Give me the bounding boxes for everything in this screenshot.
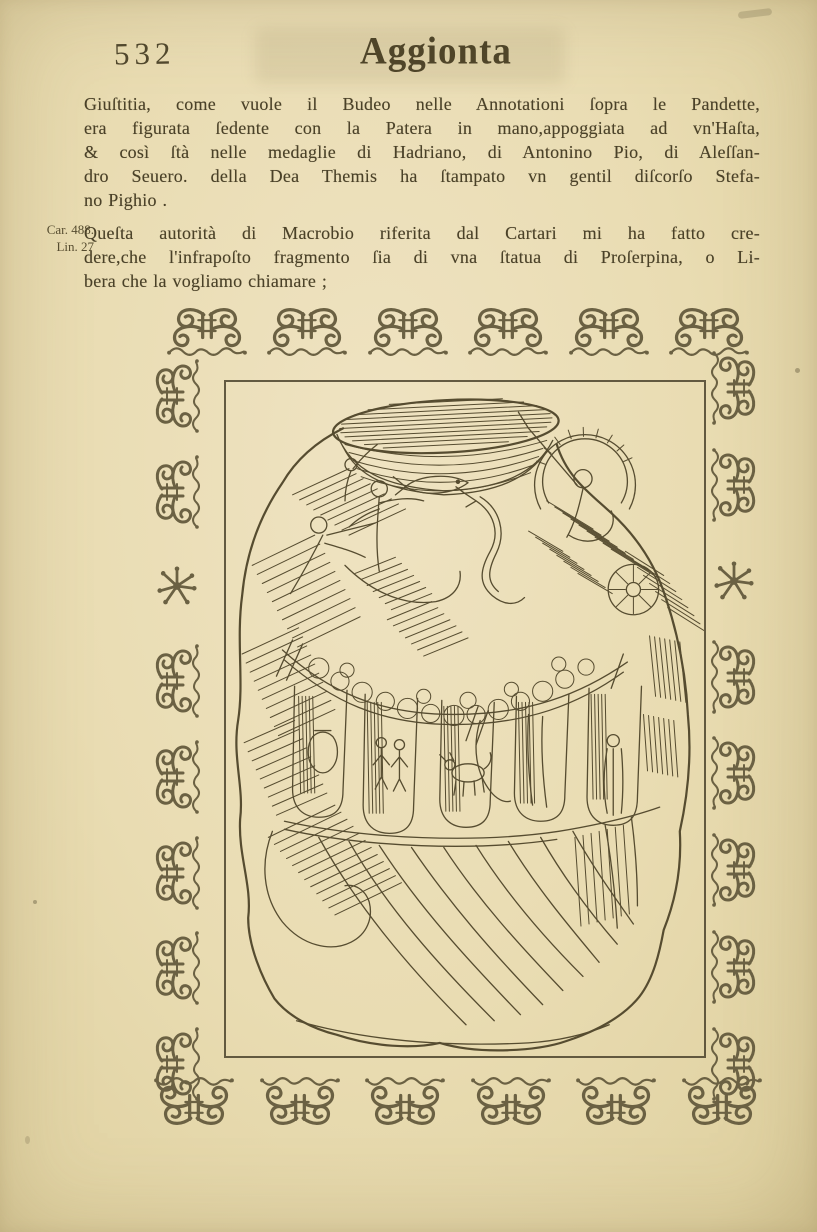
fleuron-icon: [710, 348, 758, 428]
fleuron-ornament: [153, 356, 201, 436]
text-line: Queſta autorità di Macrobio riferita dal Cartari mi ha fatto cre-: [84, 223, 760, 243]
fleuron-ornament: [572, 1076, 660, 1128]
fleuron-ornament: [464, 305, 552, 357]
fleuron-icon: [256, 1076, 344, 1128]
fleuron-ornament: [153, 641, 201, 721]
fleuron-icon: [153, 641, 201, 721]
ornament-border-bottom: [150, 1076, 766, 1130]
fleuron-ornament: [361, 1076, 449, 1128]
scan-speck: [738, 8, 773, 19]
fleuron-ornament: [710, 830, 758, 910]
fleuron-icon: [710, 637, 758, 717]
text-line: bera che la vogliamo chiamare ;: [84, 271, 328, 291]
fleuron-ornament: [153, 928, 201, 1008]
flower-cluster-icon: [711, 558, 757, 604]
fleuron-ornament: [256, 1076, 344, 1128]
fleuron-icon: [361, 1076, 449, 1128]
fleuron-icon: [710, 733, 758, 813]
scan-speck: [33, 900, 37, 904]
woodcut-frame: [224, 380, 706, 1058]
fleuron-ornament: [678, 1076, 766, 1128]
fleuron-icon: [153, 737, 201, 817]
fleuron-ornament: [153, 737, 201, 817]
fleuron-ornament: [710, 348, 758, 428]
fleuron-ornament: [565, 305, 653, 357]
fleuron-icon: [263, 305, 351, 357]
flower-ornament: [154, 563, 200, 609]
fleuron-icon: [150, 1076, 238, 1128]
fleuron-icon: [565, 305, 653, 357]
fleuron-icon: [464, 305, 552, 357]
ornament-border-top: [163, 305, 753, 359]
woodcut-statue-fragment: [226, 382, 704, 1056]
paragraph-1: [84, 92, 760, 212]
fleuron-ornament: [467, 1076, 555, 1128]
show-through-stain: [255, 28, 565, 84]
page-number: 532: [113, 35, 176, 72]
fleuron-icon: [153, 928, 201, 1008]
scan-speck: [795, 368, 800, 373]
fleuron-ornament: [153, 452, 201, 532]
text-line: & così ſtà nelle medaglie di Hadriano, di Antonino Pio, di Aleſſan-: [84, 142, 760, 162]
flower-cluster-icon: [154, 563, 200, 609]
fleuron-icon: [710, 830, 758, 910]
fleuron-ornament: [364, 305, 452, 357]
fleuron-icon: [572, 1076, 660, 1128]
fleuron-ornament: [153, 833, 201, 913]
ornament-border-right: [698, 364, 770, 1088]
text-line: Giuſtitia, come vuole il Budeo nelle Annotationi ſopra le Pandette,: [84, 94, 760, 114]
fleuron-icon: [710, 927, 758, 1007]
fleuron-icon: [153, 356, 201, 436]
text-line: no Pighio .: [84, 190, 168, 210]
fleuron-icon: [153, 833, 201, 913]
fleuron-icon: [153, 452, 201, 532]
paragraph-2: [84, 221, 760, 293]
fleuron-icon: [163, 305, 251, 357]
fleuron-ornament: [263, 305, 351, 357]
running-title: Aggionta: [360, 29, 512, 74]
ornament-border-left: [141, 372, 213, 1088]
fleuron-ornament: [710, 927, 758, 1007]
fleuron-icon: [467, 1076, 555, 1128]
fleuron-ornament: [710, 637, 758, 717]
margin-citation-line: Lin. 27: [56, 239, 94, 254]
text-line: era figurata ſedente con la Patera in mano,appoggiata ad vn'Haſta,: [84, 118, 760, 138]
text-line: dro Seuero. della Dea Themis ha ſtampato vn gentil diſcorſo Stefa-: [84, 166, 760, 186]
fleuron-ornament: [710, 733, 758, 813]
fleuron-ornament: [163, 305, 251, 357]
flower-ornament: [711, 558, 757, 604]
fleuron-icon: [678, 1076, 766, 1128]
text-line: dere,che l'infrapoſto fragmento ſia di vna ſtatua di Proſerpina, o Li-: [84, 247, 760, 267]
scan-speck: [25, 1136, 30, 1144]
fleuron-icon: [710, 445, 758, 525]
fleuron-ornament: [150, 1076, 238, 1128]
margin-citation-line: Car. 488.: [46, 222, 94, 237]
fleuron-ornament: [710, 445, 758, 525]
fleuron-icon: [364, 305, 452, 357]
